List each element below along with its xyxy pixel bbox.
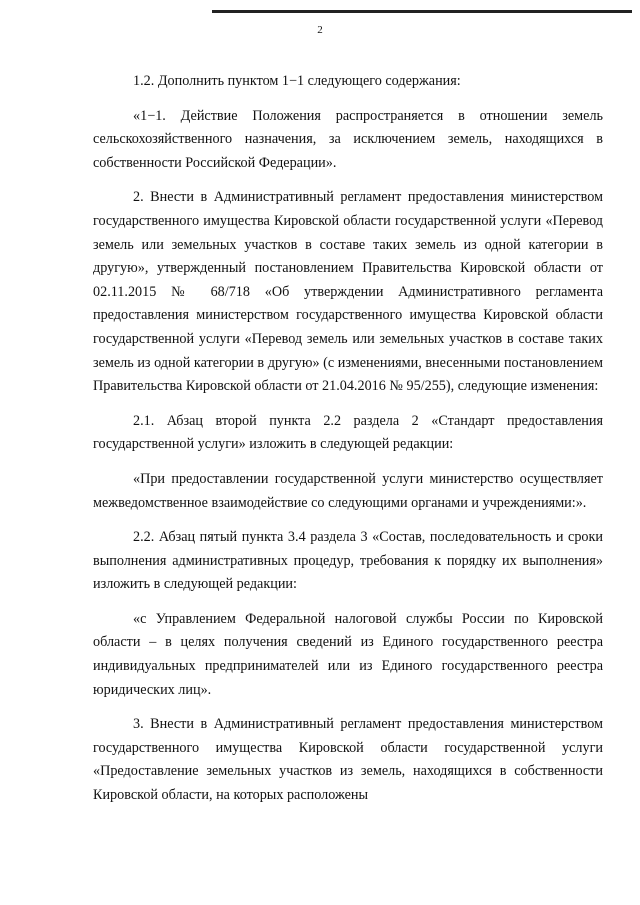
paragraph-2-2: 2.2. Абзац пятый пункта 3.4 раздела 3 «Состав, последовательность и сроки выполнения административных процедур, требования к порядку их выполнения» изложить в следующей редакции:	[93, 529, 603, 593]
paragraph-2: 2. Внести в Административный регламент предоставления министерством государственного имущества Кировской области государственной услуги «Перевод земель или земельных участков в составе таких земель из одной категории в другую», утвержденный постановлением Правительства Кировской области от 02.11.2015 № 68/718 «Об утверждении Административного регламента предоставления министерством государственного имущества Кировской области государственной услуги «Перевод земель или земельных участков в составе таких земель из одной категории в другую» (с изменениями, внесенными постановлением Правительства Кировской области от 21.04.2016 № 95/255), следующие изменения:	[93, 189, 603, 395]
paragraph-quote-1-1: «1−1. Действие Положения распространяется в отношении земель сельскохозяйственного назначения, за исключением земель, находящихся в собственности Российской Федерации».	[93, 107, 603, 171]
paragraph-3: 3. Внести в Административный регламент предоставления министерством государственного имущества Кировской области государственной услуги «Предоставление земельных участков из земель, находящихся в собственности Кировской области, на которых расположены	[93, 716, 603, 804]
page-number: 2	[317, 24, 323, 36]
paragraph-2-1: 2.1. Абзац второй пункта 2.2 раздела 2 «Стандарт предоставления государственной услуги» изложить в следующей редакции:	[93, 412, 603, 453]
top-rule	[212, 10, 632, 13]
paragraph-quote-2-2: «с Управлением Федеральной налоговой службы России по Кировской области – в целях получения сведений из Единого государственного реестра индивидуальных предпринимателей или из Единого государственного реестра юридических лиц».	[93, 610, 603, 698]
paragraph-quote-2-1: «При предоставлении государственной услуги министерство осуществляет межведомственное взаимодействие со следующими органами и учреждениями:».	[93, 470, 603, 511]
paragraph-1-2: 1.2. Дополнить пунктом 1−1 следующего содержания:	[133, 73, 461, 89]
document-body	[93, 70, 603, 819]
